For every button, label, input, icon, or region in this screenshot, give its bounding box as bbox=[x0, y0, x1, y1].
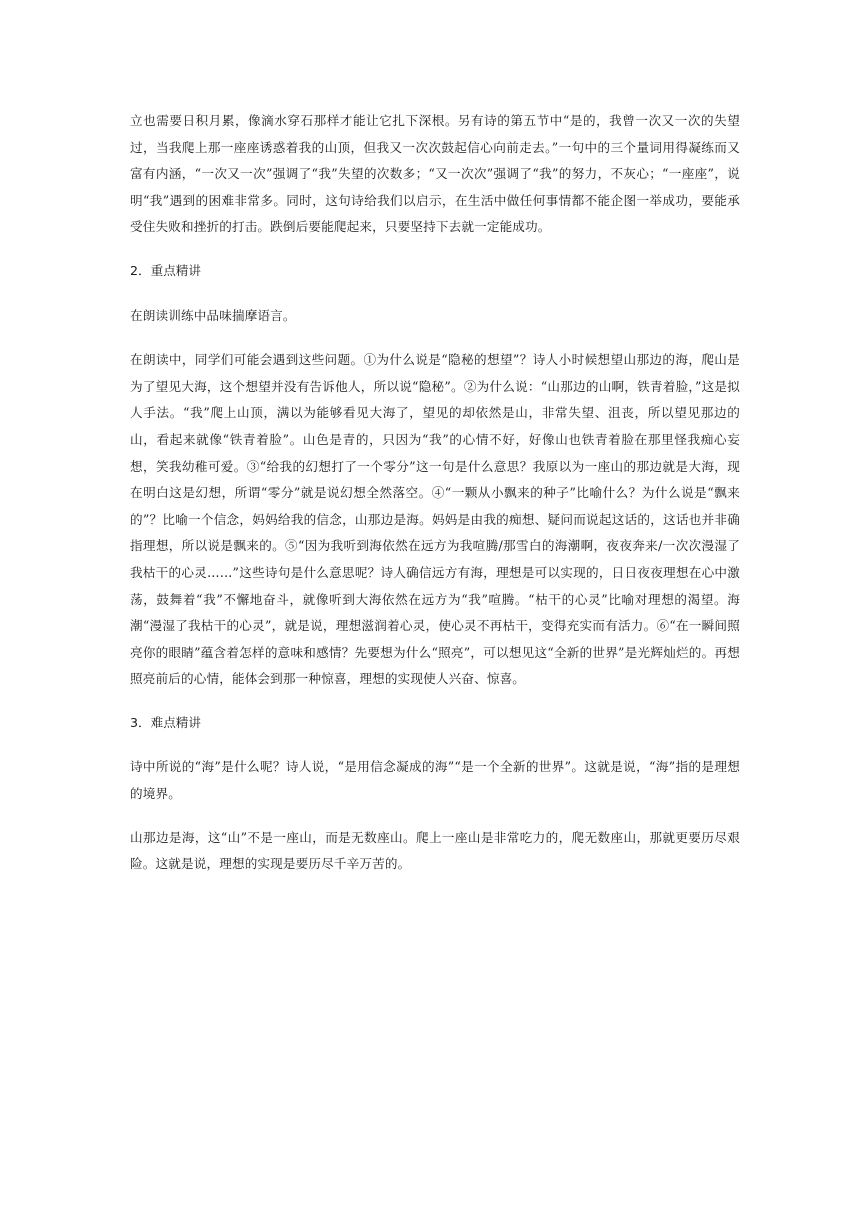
paragraph-mountain-meaning: 山那边是海，这“山”不是一座山，而是无数座山。爬上一座山是非常吃力的，爬无数座山，那就更要历尽艰险。这就是说，理想的实现是要历尽千辛万苦的。 bbox=[130, 829, 740, 872]
section-heading-difficult-points: 3．难点精讲 bbox=[130, 714, 201, 730]
paragraph-reading-training: 在朗读训练中品味揣摩语言。 bbox=[130, 307, 296, 323]
document-body bbox=[130, 108, 740, 878]
paragraph-reading-questions: 在朗读中，同学们可能会遇到这些问题。①为什么说是“隐秘的想望”？诗人小时候想望山那边的海，爬山是为了望见大海，这个想望并没有告诉他人，所以说“隐秘”。②为什么说：“山那边的山啊，铁青着脸，”这是拟人手法。“我”爬上山顶，满以为能够看见大海了，望见的却依然是山，非常失望、沮丧，所以望见那边的山，看起来就像“铁青着脸”。山色是青的，只因为“我”的心情不好，好像山也铁青着脸在那里怪我痴心妄想，笑我幼稚可爱。③“给我的幻想打了一个零分”这一句是什么意思？我原以为一座山的那边就是大海，现在明白这是幻想，所谓“零分”就是说幻想全然落空。④“一颗从小飘来的种子”比喻什么？为什么说是“飘来的”？比喻一个信念，妈妈给我的信念，山那边是海。妈妈是由我的痴想、疑问而说起这话的，这话也并非确指理想，所以说是飘来的。⑤“因为我听到海依然在远方为我喧腾/那雪白的海潮啊，夜夜奔来/一次次漫湿了我枯干的心灵……”这些诗句是什么意思呢？诗人确信远方有海，理想是可以实现的，日日夜夜理想在心中激荡，鼓舞着“我”不懈地奋斗，就像听到大海依然在远方为“我”喧腾。“枯干的心灵”比喻对理想的渴望。海潮“漫湿了我枯干的心灵”，就是说，理想滋润着心灵，使心灵不再枯干，变得充实而有活力。⑥“在一瞬间照亮你的眼睛”蕴含着怎样的意味和感情？先要想为什么“照亮”，可以想见这“全新的世界”是光辉灿烂的。再想照亮前后的心情，能体会到那一种惊喜，理想的实现使人兴奋、惊喜。 bbox=[130, 352, 740, 687]
paragraph-continuation: 立也需要日积月累，像滴水穿石那样才能让它扎下深根。另有诗的第五节中“是的，我曾一次又一次的失望过，当我爬上那一座座诱惑着我的山顶，但我又一次次鼓起信心向前走去。”一句中的三个量词用得凝练而又富有内涵，“一次又一次”强调了“我”失望的次数多；“又一次次”强调了“我”的努力，不灰心；“一座座”，说明“我”遇到的困难非常多。同时，这句诗给我们以启示，在生活中做任何事情都不能企图一举成功，要能承受住失败和挫折的打击。跌倒后要能爬起来，只要坚持下去就一定能成功。 bbox=[130, 113, 740, 235]
paragraph-sea-meaning: 诗中所说的“海”是什么呢？诗人说，“是用信念凝成的海”“是一个全新的世界”。这就是说，“海”指的是理想的境界。 bbox=[130, 759, 740, 802]
section-heading-key-points: 2．重点精讲 bbox=[130, 262, 201, 278]
